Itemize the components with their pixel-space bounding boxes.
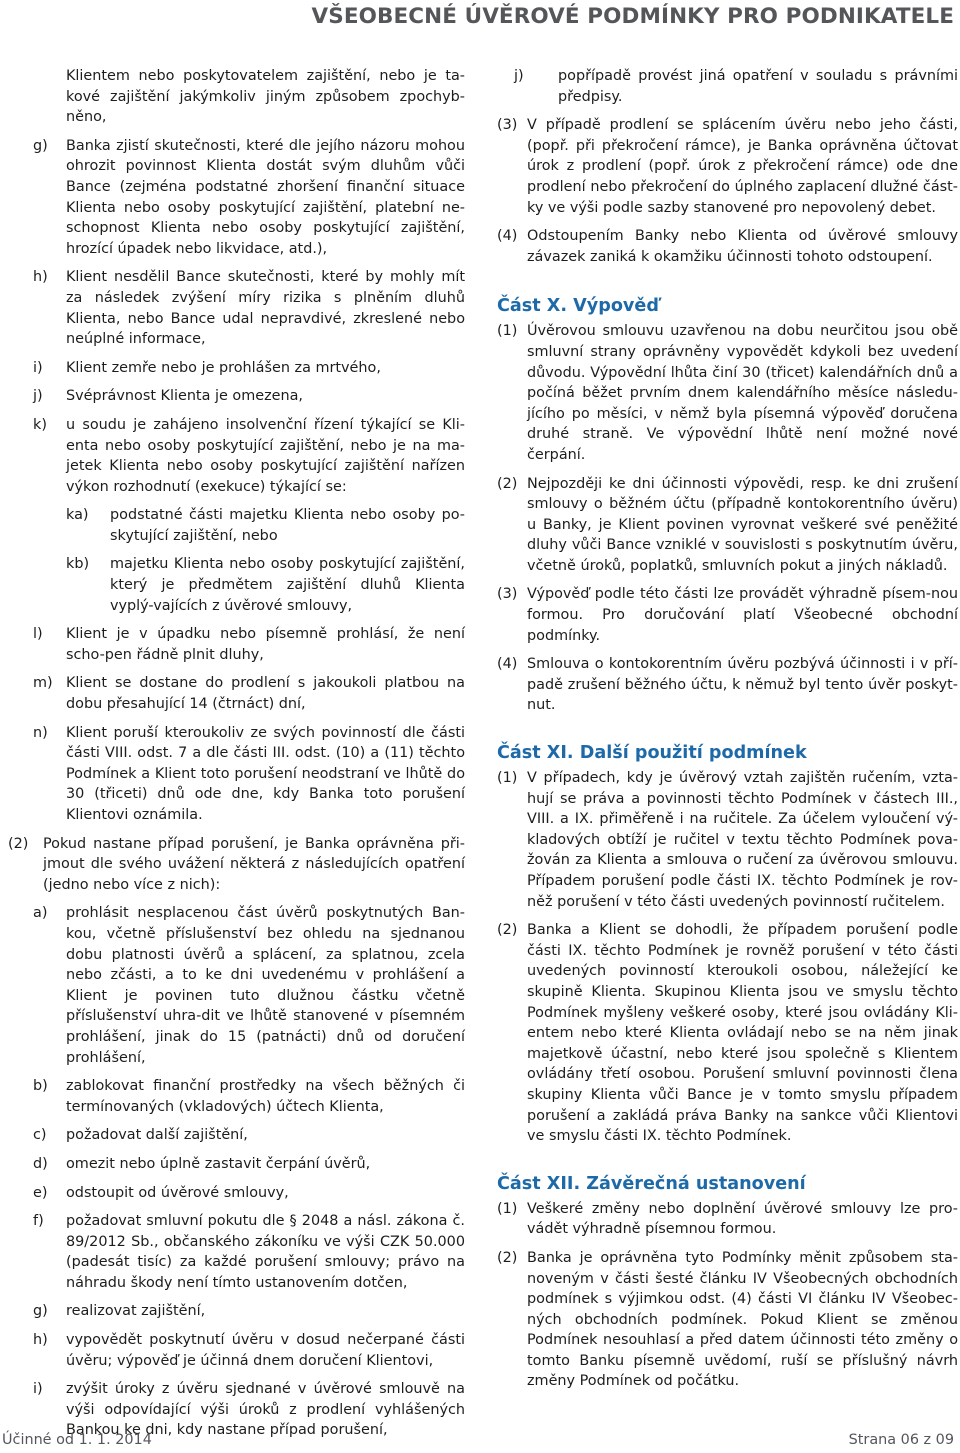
paragraph-number: (1) <box>497 770 518 787</box>
list-item <box>8 136 465 260</box>
document-header-title: VŠEOBECNÉ ÚVĚROVÉ PODMÍNKY PRO PODNIKATELE <box>311 4 954 29</box>
list-label: b) <box>33 1078 48 1095</box>
list-item <box>8 267 465 349</box>
breach-events-list <box>8 136 465 498</box>
list-label: c) <box>33 1127 47 1144</box>
numbered-paragraph <box>497 1248 958 1392</box>
paragraph-text: Veškeré změny nebo doplnění úvěrové smlouvy lze pro-vádět výhradně písemnou formou. <box>527 1200 958 1238</box>
numbered-paragraph <box>497 584 958 646</box>
right-column <box>497 66 958 1392</box>
footer-effective-date: Účinné od 1. 1. 2014 <box>2 1432 152 1448</box>
measures-list <box>8 903 465 1441</box>
list-text: Klient zemře nebo je prohlášen za mrtvého, <box>66 359 381 376</box>
list-item <box>8 358 465 379</box>
list-label: n) <box>33 724 48 741</box>
paragraph-number: (4) <box>497 228 518 245</box>
list-text: zvýšit úroky z úvěru sjednané v úvěrové smlouvě na výši odpovídající výši úroků z prodlení vyhlášených Bankou ke dni, kdy nastane případ porušení, <box>66 1381 465 1439</box>
list-text: zablokovat finanční prostředky na všech běžných či termínovaných (vkladových) účtech Klienta, <box>66 1078 465 1115</box>
numbered-paragraph <box>497 474 958 577</box>
continuation-paragraph: Klientem nebo poskytovatelem zajištění, nebo je ta-kové zajištění jakýmkoliv jiným způsobem zpochyb-něno, <box>66 68 465 126</box>
paragraph-text: V případě prodlení se splácením úvěru nebo jeho části, (popř. při překročení rámce), je Banka oprávněna účtovat úrok z prodlení (popř. úrok z překročení rámce) ode dne prodlení nebo překročení do úplného zaplacení dlužné část-ky ve výši podle sazby stanovené pro nepovolený debet. <box>527 117 958 216</box>
list-text: Banka zjistí skutečnosti, které dle jejího názoru mohou ohrozit povinnost Klienta dostát svým dluhům vůči Bance (zejména podstatné zhoršení finanční situace Klienta nebo osoby poskytující zajištění, platební ne-schopnost Klienta nebo osoby poskytující zajištění, hrozící úpadek nebo likvidace, atd.), <box>66 137 465 257</box>
list-text: Klient se dostane do prodlení s jakoukoli platbou na dobu přesahující 14 (čtrnáct) dní, <box>66 675 465 713</box>
paragraph-text: Odstoupením Banky nebo Klienta od úvěrové smlouvy závazek zaniká k okamžiku účinnosti tohoto odstoupení. <box>527 228 958 265</box>
paragraph-number: (2) <box>497 922 518 939</box>
paragraph-number: (1) <box>497 1200 518 1217</box>
list-label: kb) <box>66 556 90 573</box>
list-text: popřípadě provést jiná opatření v souladu s právními předpisy. <box>558 68 958 105</box>
numbered-paragraph <box>497 654 958 716</box>
list-label: m) <box>33 675 53 692</box>
list-label: g) <box>33 137 48 154</box>
list-label: g) <box>33 1303 48 1320</box>
list-text: Klient nesdělil Bance skutečnosti, které by mohly mít za následek zvýšení míry rizika s plněním dluhů Klienta, nebo Bance udal nepravdivé, zkreslené nebo neúplné informace, <box>66 269 465 348</box>
list-label: ka) <box>66 507 89 524</box>
list-item <box>8 624 465 665</box>
sub-list-item <box>8 554 465 616</box>
measure-item <box>8 903 465 1068</box>
list-text: Klient poruší kteroukoliv ze svých povinností dle části části VIII. odst. 7 a dle části III. odst. (10) a (11) těchto Podmínek a Klient toto porušení neodstraní ve lhůtě do 30 (třiceti) dnů ode dne, kdy Banka toto porušení Klientovi oznámila. <box>66 724 465 823</box>
paragraph-text: Nejpozději ke dni účinnosti výpovědi, resp. ke dni zrušení smlouvy o běžném účtu (případně kontokorentního úvěru) u Banky, je Klient povinen vyrovnat veškeré své peněžité dluhy vůči Bance vzniklé v souvislosti s poskytnutím úvěru, včetně úroků, poplatků, smluvních pokut a jiných nákladů. <box>527 475 958 574</box>
paragraph-number: (3) <box>497 586 518 603</box>
measure-item <box>8 1330 465 1371</box>
list-text: podstatné části majetku Klienta nebo osoby po-skytující zajištění, nebo <box>110 507 465 544</box>
paragraph-number: (3) <box>497 117 518 134</box>
list-text: realizovat zajištění, <box>66 1303 206 1320</box>
list-label: j) <box>33 388 43 405</box>
numbered-paragraph <box>497 920 958 1147</box>
numbered-paragraph <box>497 1199 958 1240</box>
list-label: l) <box>33 626 43 643</box>
list-text: Svéprávnost Klienta je omezena, <box>66 388 303 405</box>
list-label: i) <box>33 1381 43 1398</box>
paragraph-text: Banka je oprávněna tyto Podmínky měnit způsobem sta-noveným v části šesté článku IV Všeobecných obchodních podmínek s výjimkou odst. (4) části VI článku IV Všeobec-ných obchodních podmínek. Pokud Klient se změnou Podmínek nesouhlasí a před datem účinnosti této změny o tomto Banku písemně uvědomí, ruší se příslušný návrh změny Podmínek od počátku. <box>527 1249 958 1390</box>
list-text: prohlásit nesplacenou část úvěrů poskytnutých Ban-kou, včetně příslušenství bez ohledu na sjednanou dobu platnosti úvěrů a splácení, za splatnou, zcela nebo zčásti, a to ke dni uvedenému v prohlášení a Klient je povinen tuto dlužnou částku včetně příslušenství uhra-dit ve lhůtě stanovené v písemném prohlášení, jinak do 15 (patnácti) dnů od doručení prohlášení, <box>66 905 465 1066</box>
paragraph-number: (4) <box>497 656 518 673</box>
measure-item <box>8 1125 465 1146</box>
section-heading: Část XI. Další použití podmínek <box>497 743 807 764</box>
numbered-paragraph <box>497 115 958 218</box>
list-label: i) <box>33 359 43 376</box>
paragraph-text: Banka a Klient se dohodli, že případem porušení podle části IX. těchto Podmínek je rovněž porušení v této části uvedených povinností kteroukoli osobou, náležející ke skupině Klienta. Skupinou Klienta jsou ve smyslu těchto Podmínek myšleny veškeré osoby, které jsou ovládány Kli-entem nebo které Klienta ovládají nebo se na něm jinak majetkově účastní, nebo které jsou společně s Klientem ovládány třetí osobou. Porušení smluvní povinnosti člena skupiny Klienta vůči Bance je v tomto smyslu případem porušení a zakládá práva Banky na sankce vůči Klientovi ve smyslu části IX. těchto Podmínek. <box>527 922 958 1145</box>
list-label: f) <box>33 1213 44 1230</box>
section-heading: Část X. Výpověď <box>497 296 659 317</box>
list-item <box>8 386 465 407</box>
numbered-paragraph <box>497 768 958 912</box>
sub-list-item <box>8 505 465 546</box>
list-item-j <box>497 66 958 107</box>
sub-list-k <box>8 505 465 616</box>
list-item <box>8 673 465 714</box>
list-item <box>8 723 465 826</box>
left-column <box>8 66 465 1441</box>
paragraph-number: (2) <box>8 835 29 852</box>
sections <box>497 295 958 1392</box>
list-label: e) <box>33 1184 48 1201</box>
numbered-paragraph <box>497 321 958 465</box>
list-label: j) <box>514 68 524 84</box>
list-text: vypovědět poskytnutí úvěru v dosud nečerpané části úvěru; výpověď je účinná dnem doručení Klientovi, <box>66 1332 465 1369</box>
paragraph-number: (2) <box>497 1249 518 1266</box>
list-text: odstoupit od úvěrové smlouvy, <box>66 1184 289 1201</box>
paragraph-text: Pokud nastane případ porušení, je Banka oprávněna při-jmout dle svého uvážení některá z následujících opatření (jedno nebo více z nich): <box>43 835 465 893</box>
list-text: požadovat smluvní pokutu dle § 2048 a násl. zákona č. 89/2012 Sb., občanského zákoníku ve výši CZK 50.000 (padesát tisíc) za každé porušení smlouvy; právo na náhradu škody není tímto ustanovením dotčen, <box>66 1213 465 1291</box>
paragraph-text: Úvěrovou smlouvu uzavřenou na dobu neurčitou jsou obě smluvní strany oprávněny vypovědět kdykoli bez uvedení důvodu. Výpovědní lhůta činí 30 (třicet) kalendářních dnů a počíná běžet prvním dnem kalendářního měsíce následu-jícího po měsíci, v němž byla písemná výpověď doručena druhé straně. Ve výpovědní lhůtě není možné nové čerpání. <box>527 323 958 463</box>
paragraph-2 <box>8 834 465 896</box>
list-item <box>8 415 465 497</box>
list-label: a) <box>33 905 48 922</box>
list-label: k) <box>33 416 47 433</box>
paragraph-text: V případech, kdy je úvěrový vztah zajištěn ručením, vzta-hují se práva a povinnosti těchto Podmínek v částech III., VIII. a IX. přiměřeně i na ručitele. Za účelem vyloučení vý-kladových obtíží je ručitel v textu těchto Podmínek pova-žován za Klienta a smlouva o ručení za úvěrovou smlouvu. Případem porušení podle části IX. těchto Podmínek je rov-něž porušení v této části uvedených povinností ručitelem. <box>527 770 958 910</box>
measure-item <box>8 1076 465 1117</box>
breach-events-list-continued <box>8 624 465 825</box>
measure-item <box>8 1154 465 1175</box>
list-label: d) <box>33 1155 48 1172</box>
section-heading: Část XII. Závěrečná ustanovení <box>497 1173 806 1194</box>
list-text: omezit nebo úplně zastavit čerpání úvěrů, <box>66 1155 371 1172</box>
paragraph-text: Výpověď podle této části lze provádět výhradně písem-nou formou. Pro doručování platí Všeobecné obchodní podmínky. <box>527 586 958 644</box>
paragraphs-top <box>497 115 958 267</box>
footer-page-number: Strana 06 z 09 <box>848 1432 954 1448</box>
list-text: Klient je v úpadku nebo písemně prohlásí, že není scho-pen řádně plnit dluhy, <box>66 626 465 663</box>
list-label: h) <box>33 1332 48 1349</box>
measure-item <box>8 1211 465 1293</box>
list-text: požadovat další zajištění, <box>66 1127 248 1144</box>
numbered-paragraph <box>497 226 958 267</box>
measure-item <box>8 1301 465 1322</box>
paragraph-number: (2) <box>497 475 518 492</box>
list-text: u soudu je zahájeno insolvenční řízení týkající se Kli-enta nebo osoby poskytující zajištění, nebo je na ma-jetek Klienta nebo osoby poskytující zajištění nařízen výkon rozhodnutí (exekuce) týkající se: <box>66 416 465 495</box>
list-label: h) <box>33 269 48 286</box>
list-text: majetku Klienta nebo osoby poskytující zajištění, který je předmětem zajištění dluhů Klienta vyplý-vajících z úvěrové smlouvy, <box>110 556 465 614</box>
paragraph-text: Smlouva o kontokorentním úvěru pozbývá účinnosti i v pří-padě zrušení běžného účtu, k němuž byl tento úvěr poskyt-nut. <box>527 656 958 714</box>
measure-item <box>8 1183 465 1204</box>
paragraph-number: (1) <box>497 323 518 340</box>
